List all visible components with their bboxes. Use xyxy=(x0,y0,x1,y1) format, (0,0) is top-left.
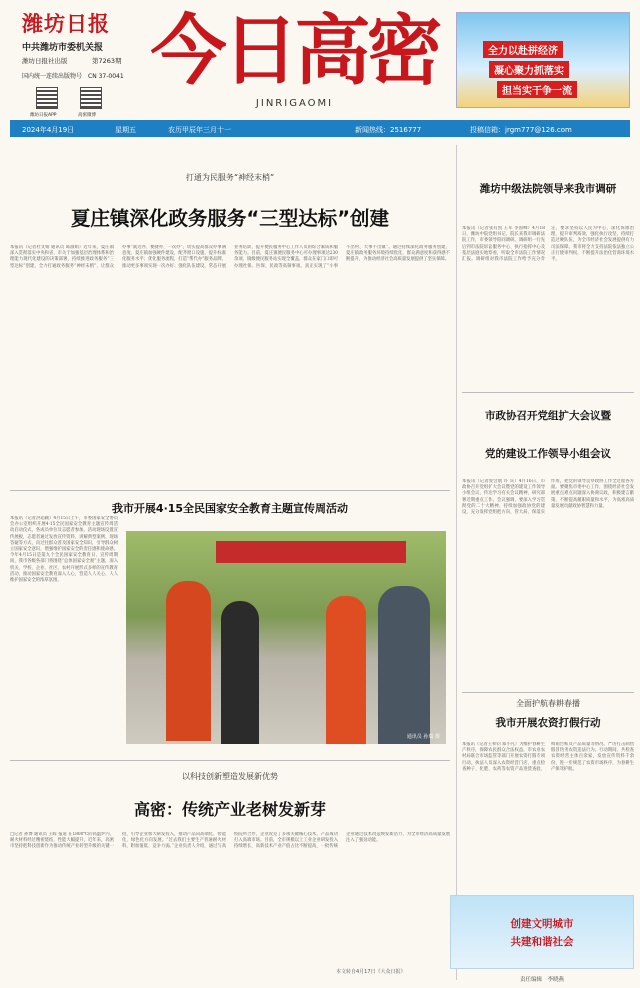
contribution-email: 投稿信箱：jrgm777@126.com xyxy=(470,126,572,134)
section-divider xyxy=(462,392,634,393)
column-divider xyxy=(456,145,457,980)
editor-credit: 责任编辑 李晓燕 xyxy=(520,977,565,983)
pinyin: JINRIGAOMI xyxy=(255,98,334,109)
news-photo xyxy=(126,531,446,744)
publisher: 中共潍坊市委机关报 xyxy=(22,43,104,53)
security-headline: 我市开展4·15全民国家安全教育主题宣传周活动 xyxy=(111,502,349,515)
banner-ad-line: 担当实干争一流 xyxy=(497,81,577,98)
story-kicker: 打通为民服务“神经末梢” xyxy=(185,173,275,182)
bottom-ad-line: 共建和谐社会 xyxy=(510,936,574,948)
photo-person xyxy=(166,581,211,741)
qr-label-app: 潍坊日报APP xyxy=(30,113,57,118)
party-body: 本报讯（记者庞会航 许 宾）4月16日，市政协召开党组扩大会议暨党的建设工作领导小组会议，传达学习有关会议精神，研究部署近期重点工作。会议强调，要深入学习贯彻党的二十大精神，持续加强政协党的建设，充分发挥党组把方向、管大局、保落实作用，把党的领导贯穿政协工作全过程各方面。要聚焦市委中心工作，围绕经济社会发展重点难点问题深入协商议政，积极建言献策，不断提高履职质量和水平，为高密高质量发展贡献政协智慧和力量。 xyxy=(462,479,634,516)
date: 2024年4月19日 xyxy=(22,126,75,134)
photo-caption: 通讯员 孙瑞 摄 xyxy=(406,734,440,740)
section-divider xyxy=(10,490,450,491)
weekday: 星期五 xyxy=(115,126,136,134)
qr-code-app xyxy=(36,87,58,109)
date-bar xyxy=(10,120,630,137)
section-divider xyxy=(10,760,450,761)
court-body: 本报讯（记者张有凯 王军 李国峰）4月18日，潍坊中院党组书记、院长来我市调研法院工作，市委领导陪同调研。调研组一行先后到市法院诉讼服务中心、执行指挥中心及基层法庭实地察看，听取全市法院工作情况汇报。调研组对我市法院工作给予充分肯定，要求坚持以人民为中心，深化诉源治理，提升审判质效，强化执行攻坚，持续打造过硬队伍，为全市经济社会发展提供有力司法保障。我市将全力支持法院依法独立公正行使审判权，不断提升法治化营商环境水平。 xyxy=(462,226,634,263)
edition-no: 第7263期 xyxy=(92,57,122,65)
gaomi-source: 本文转自4月17日《大众日报》 xyxy=(336,969,406,975)
photo-banner xyxy=(216,541,406,563)
lunar-date: 农历甲辰年三月十一 xyxy=(168,126,231,134)
qr-label-weibo: 高密微博 xyxy=(78,113,96,118)
story-headline: 夏庄镇深化政务服务“三型达标”创建 xyxy=(70,207,390,230)
gaomi-headline: 高密：传统产业老树发新芽 xyxy=(133,800,326,819)
paper-logo: 潍坊日报 xyxy=(22,11,110,36)
section-divider xyxy=(462,692,634,693)
photo-person xyxy=(221,601,259,744)
story-body: 本报讯（记者杜文娟 通讯员 葛淑娟）近年来，夏庄镇深入贯彻落实中央和省、市关于加强基层治理体系和治理能力现代化建设的决策部署，持续推进政务服务“三型达标”创建，全力打通政务服务“神经末梢”，让群众办事“就近办、便捷办、一次办”，切实提高群众办事满意度。夏庄镇加强硬件建设，配齐窗口设施，提升标准化服务水平；优化服务流程，打造“帮代办”服务品牌，推动更多事项实现一次办好；强化队伍建设，常态开展业务培训，提升便民服务中心工作人员的综合素质和服务能力。目前，夏庄镇便民服务中心可办理事项达230余项，镇级便民服务站实现全覆盖，群众在家门口即可办理社保、医保、民政等高频事项，真正实现了“小事不出村、大事不出镇”。通过持续深化政务服务创建，夏庄镇政务服务环境持续优化，群众满意度和获得感不断提升，为推动经济社会高质量发展提供了坚实保障。 xyxy=(10,245,450,269)
main-title: 今日高密 xyxy=(150,6,439,95)
gaomi-kicker: 以科技创新塑造发展新优势 xyxy=(182,772,278,781)
party-headline-line2: 党的建设工作领导小组会议 xyxy=(485,448,611,460)
farm-headline: 我市开展农资打假行动 xyxy=(495,717,601,729)
bottom-ad-line: 创建文明城市 xyxy=(510,918,574,930)
party-headline-line1: 市政协召开党组扩大会议暨 xyxy=(485,410,611,422)
photo-person xyxy=(378,586,430,744)
cn-code: 国内统一连续出版物号 CN 37-0041 xyxy=(22,73,124,80)
banner-ad xyxy=(456,12,630,108)
farm-body: 本报讯（记者王梓钧 郑小凡）为维护春耕生产秩序，保障农民群众合法权益，市农业农村局联合市场监管等部门开展农资打假专项行动。执法人员深入农资经营门店，重点检查种子、化肥、农药等农资产品进货查验、购销台账及产品质量等情况，严厉打击制售假冒伪劣农资违法行为。行动期间，共检查农资经营主体百余家，发放宣传资料千余份，进一步规范了农资市场秩序，为春耕生产保驾护航。 xyxy=(462,742,634,772)
bottom-ad xyxy=(450,895,634,969)
hotline: 新闻热线：2516777 xyxy=(355,126,422,134)
photo-person xyxy=(326,596,366,744)
qr-code-weibo xyxy=(80,87,102,109)
gaomi-body: □记者 孙博 通讯员 王晖 报道 在1800℃的高温炉内，耐火材料经过精密烧结，性能大幅提升。近年来，高密市坚持把科技创新作为推动传统产业转型升级的关键一招，引导企业加大研发投入，推动产品向高端化、智能化、绿色化方向发展。“过去我们主要生产普通耐火材料，附加值低、竞争力弱。”企业负责人介绍，通过与高校院所合作，企业攻克了多项关键核心技术，产品成功打入高端市场。目前，全市规模以上工业企业研发投入持续增长，高新技术产业产值占比不断提高，一批传统企业通过技术改造焕发新活力，为全市经济高质量发展注入了强劲动能。 xyxy=(10,832,450,850)
banner-ad-line: 全力以赴拼经济 xyxy=(483,41,563,58)
banner-ad-line: 凝心聚力抓落实 xyxy=(489,61,569,78)
publish-line: 潍坊日报社出版 xyxy=(22,57,68,65)
security-body: 本报讯（记者洪超颖）4月15日上午，市委国家安全委员会办公室组织开展4·15全民国家安全教育主题宣传周活动启动仪式，各成员单位及志愿者参加。活动现场设置宣传展板，志愿者通过发放宣传资料、讲解典型案例、现场答疑等方式，向过往群众普及国家安全知识，引导群众树立国家安全意识，增强维护国家安全的责任感和使命感。今年4月15日是第九个全民国家安全教育日，宣传周期间，我市各级各部门将围绕“总体国家安全观”主题，深入机关、学校、企业、社区、农村开展形式多样的宣传教育活动，推动国家安全教育深入人心，营造人人关心、人人维护国家安全的浓厚氛围。 xyxy=(10,516,118,584)
farm-kicker: 全面护航春耕春播 xyxy=(516,699,580,708)
court-headline: 潍坊中级法院领导来我市调研 xyxy=(479,183,617,195)
